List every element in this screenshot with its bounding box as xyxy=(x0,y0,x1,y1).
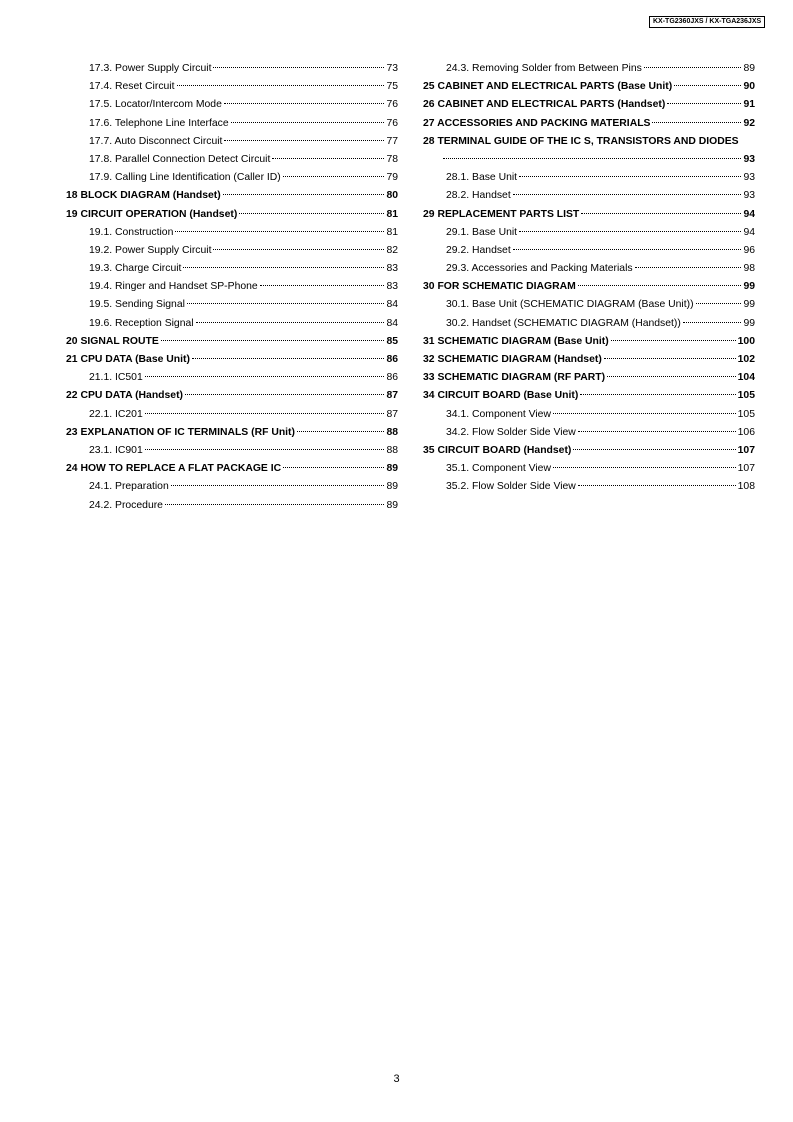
toc-entry-text: REPLACEMENT PARTS LIST xyxy=(437,208,580,220)
dot-leader xyxy=(177,85,385,86)
toc-entry[interactable] xyxy=(423,187,755,205)
toc-entry-title xyxy=(446,224,517,242)
toc-entry-page: 102 xyxy=(737,354,755,365)
dot-leader xyxy=(683,322,742,323)
dot-leader xyxy=(513,249,742,250)
toc-entry-page: 87 xyxy=(386,390,398,402)
toc-entry[interactable] xyxy=(66,260,398,278)
dot-leader xyxy=(553,467,736,468)
dot-leader xyxy=(667,103,741,104)
toc-entry-number: 17.7. xyxy=(89,135,113,147)
toc-entry-text: Reception Signal xyxy=(115,317,194,329)
toc-entry-text: CIRCUIT BOARD (Handset) xyxy=(437,444,572,456)
toc-entry[interactable] xyxy=(66,351,398,369)
toc-entry[interactable] xyxy=(423,442,755,460)
dot-leader xyxy=(513,194,742,195)
dot-leader xyxy=(519,176,741,177)
toc-entry-number: 17.8. xyxy=(89,153,113,165)
toc-entry-title xyxy=(89,224,173,242)
dot-leader xyxy=(573,449,735,450)
toc-entry-number: 24.3. xyxy=(446,63,470,74)
toc-entry-number: 31 xyxy=(423,335,435,347)
toc-entry-page: 91 xyxy=(743,99,755,111)
toc-entry-number: 17.4. xyxy=(89,81,113,93)
toc-entry-page: 104 xyxy=(737,372,755,384)
toc-entry[interactable] xyxy=(66,78,398,96)
toc-entry-page: 85 xyxy=(386,335,398,347)
toc-entry-title xyxy=(423,96,665,114)
toc-entry-page: 83 xyxy=(386,263,398,275)
toc-entry-text: Removing Solder from Between Pins xyxy=(472,63,642,74)
toc-entry-text: SCHEMATIC DIAGRAM (Base Unit) xyxy=(437,335,609,347)
toc-entry-title xyxy=(66,424,295,442)
toc-entry-page: 82 xyxy=(386,244,398,256)
toc-entry-text: SIGNAL ROUTE xyxy=(80,335,159,347)
dot-leader xyxy=(145,449,385,450)
dot-leader xyxy=(145,376,385,377)
toc-entry-text: HOW TO REPLACE A FLAT PACKAGE IC xyxy=(80,463,282,475)
toc-entry-title xyxy=(446,424,576,442)
toc-entry-page: 105 xyxy=(737,408,755,420)
dot-leader xyxy=(581,213,741,214)
toc-entry-page: 88 xyxy=(386,426,398,438)
toc-entry-number: 19 xyxy=(66,208,78,220)
toc-entry-text: CPU DATA (Base Unit) xyxy=(80,354,190,365)
toc-entry-page: 73 xyxy=(386,63,398,74)
toc-entry-text: Handset xyxy=(472,190,511,202)
toc-entry-title xyxy=(89,133,222,151)
toc-entry-page: 76 xyxy=(386,117,398,129)
toc-entry-title xyxy=(423,206,579,224)
toc-entry-page: 99 xyxy=(743,281,755,293)
toc-entry-number: 21 xyxy=(66,354,78,365)
dot-leader xyxy=(192,358,384,359)
toc-entry[interactable] xyxy=(423,60,755,78)
toc-entry-number: 24 xyxy=(66,463,78,475)
toc-entry-number: 28.2. xyxy=(446,190,470,202)
toc-entry-text: SCHEMATIC DIAGRAM (RF PART) xyxy=(437,372,606,384)
toc-entry-text: Base Unit xyxy=(472,226,518,238)
toc-entry-page: 86 xyxy=(386,372,398,384)
dot-leader xyxy=(611,340,736,341)
toc-entry[interactable] xyxy=(66,206,398,224)
toc-entry[interactable] xyxy=(66,169,398,187)
toc-entry-page: 80 xyxy=(386,190,398,202)
toc-entry-page: 89 xyxy=(743,63,755,74)
dot-leader xyxy=(652,122,741,123)
toc-entry-title xyxy=(66,351,190,369)
dot-leader xyxy=(161,340,385,341)
toc-entry-number: 21.1. xyxy=(89,372,113,384)
toc-entry-title xyxy=(423,351,602,369)
toc-entry-text: Locator/Intercom Mode xyxy=(115,99,222,111)
toc-entry[interactable] xyxy=(66,497,398,515)
toc-entry-number: 22 xyxy=(66,390,78,402)
toc-entry-number: 24.2. xyxy=(89,499,113,511)
toc-entry-text: Handset (SCHEMATIC DIAGRAM (Handset)) xyxy=(472,317,681,329)
toc-entry[interactable] xyxy=(66,478,398,496)
toc-entry[interactable] xyxy=(66,96,398,114)
toc-entry[interactable] xyxy=(423,224,755,242)
toc-entry-number: 30 xyxy=(423,281,435,293)
toc-entry-text: BLOCK DIAGRAM (Handset) xyxy=(80,190,221,202)
toc-entry-number: 34.1. xyxy=(446,408,470,420)
toc-entry-page: 100 xyxy=(737,335,755,347)
toc-entry-text: FOR SCHEMATIC DIAGRAM xyxy=(437,281,576,293)
toc-entry-title xyxy=(89,315,194,333)
toc-entry[interactable] xyxy=(423,369,755,387)
toc-entry-text: Power Supply Circuit xyxy=(115,244,212,256)
dot-leader xyxy=(213,249,384,250)
toc-entry-title xyxy=(423,442,571,460)
toc-entry-text: Base Unit (SCHEMATIC DIAGRAM (Base Unit)) xyxy=(472,299,694,311)
toc-entry-page: 99 xyxy=(743,299,755,311)
dot-leader xyxy=(183,267,384,268)
toc-entry-number: 17.6. xyxy=(89,117,113,129)
toc-left-column xyxy=(66,60,398,515)
toc-entry-number: 27 xyxy=(423,117,435,129)
toc-entry-page: 94 xyxy=(743,226,755,238)
toc-entry-title xyxy=(446,406,551,424)
toc-entry-text: Flow Solder Side View xyxy=(472,426,576,438)
dot-leader xyxy=(283,467,384,468)
toc-entry-number: 30.1. xyxy=(446,299,470,311)
dot-leader xyxy=(283,176,385,177)
toc-entry-page: 107 xyxy=(737,444,755,456)
toc-entry-page: 76 xyxy=(386,99,398,111)
toc-entry-text: IC501 xyxy=(115,372,143,384)
dot-leader xyxy=(171,485,385,486)
dot-leader xyxy=(272,158,384,159)
toc-entry-page: 77 xyxy=(386,135,398,147)
toc-entry-text: Charge Circuit xyxy=(115,263,182,275)
toc-entry[interactable] xyxy=(66,460,398,478)
toc-entry-title xyxy=(89,296,185,314)
toc-entry-text: Sending Signal xyxy=(115,299,185,311)
toc-entry-page: 81 xyxy=(386,208,398,220)
toc-entry-title xyxy=(66,460,281,478)
toc-entry-title xyxy=(446,478,576,496)
dot-leader xyxy=(578,431,736,432)
dot-leader xyxy=(196,322,385,323)
toc-entry-title xyxy=(423,78,672,96)
toc-entry[interactable] xyxy=(66,406,398,424)
toc-entry-number: 19.2. xyxy=(89,244,113,256)
toc-entry-number: 19.4. xyxy=(89,281,113,293)
toc-entry-text: Accessories and Packing Materials xyxy=(471,263,633,275)
toc-entry-text: Calling Line Identification (Caller ID) xyxy=(115,172,281,184)
toc-entry-page: 98 xyxy=(743,263,755,275)
toc-entry-number: 17.5. xyxy=(89,99,113,111)
page-number: 3 xyxy=(393,1073,400,1085)
toc-entry-text: CIRCUIT OPERATION (Handset) xyxy=(80,208,238,220)
toc-entry-title xyxy=(66,206,237,224)
toc-entry-page: 108 xyxy=(737,481,755,493)
toc-entry-page: 84 xyxy=(386,299,398,311)
toc-entry-title xyxy=(89,369,143,387)
toc-entry-title xyxy=(89,478,169,496)
toc-entry-title xyxy=(446,60,642,78)
toc-entry-text: ACCESSORIES AND PACKING MATERIALS xyxy=(437,117,651,129)
toc-entry-number: 19.6. xyxy=(89,317,113,329)
toc-entry-page: 86 xyxy=(386,354,398,365)
toc-entry[interactable] xyxy=(66,424,398,442)
toc-entry-page: 75 xyxy=(386,81,398,93)
toc-entry[interactable] xyxy=(66,387,398,405)
dot-leader xyxy=(175,231,384,232)
toc-entry-title xyxy=(89,60,211,78)
toc-entry-number: 29.2. xyxy=(446,244,470,256)
dot-leader xyxy=(187,303,385,304)
toc-entry-page: 89 xyxy=(386,481,398,493)
toc-entry[interactable] xyxy=(423,351,755,369)
toc-entry-page: 90 xyxy=(743,81,755,93)
toc-entry[interactable] xyxy=(423,333,755,351)
toc-entry[interactable] xyxy=(423,151,755,169)
toc-entry[interactable] xyxy=(66,133,398,151)
toc-entry[interactable] xyxy=(66,315,398,333)
toc-entry-number: 19.3. xyxy=(89,263,113,275)
dot-leader xyxy=(578,285,742,286)
toc-entry-number: 35.2. xyxy=(446,481,470,493)
toc-entry-title xyxy=(89,442,143,460)
toc-entry-title xyxy=(423,133,739,151)
toc-entry-page: 94 xyxy=(743,208,755,220)
toc-entry-title xyxy=(66,333,159,351)
dot-leader xyxy=(604,358,736,359)
toc-entry[interactable] xyxy=(423,296,755,314)
dot-leader xyxy=(519,231,741,232)
toc-entry-title xyxy=(423,369,605,387)
toc-entry-title xyxy=(446,460,551,478)
toc-entry-title xyxy=(446,315,681,333)
toc-entry-title xyxy=(89,96,222,114)
dot-leader xyxy=(580,394,735,395)
toc-entry-number: 28 xyxy=(423,135,435,147)
toc-entry-number: 23.1. xyxy=(89,444,113,456)
toc-entry-page: 105 xyxy=(737,390,755,402)
toc-entry-text: Parallel Connection Detect Circuit xyxy=(115,153,271,165)
toc-entry-page: 81 xyxy=(386,226,398,238)
toc-entry[interactable] xyxy=(66,151,398,169)
toc-entry-page: 79 xyxy=(386,172,398,184)
dot-leader xyxy=(224,140,384,141)
toc-entry-number: 28.1. xyxy=(446,172,470,184)
toc-entry-text: IC201 xyxy=(115,408,143,420)
toc-entry-text: IC901 xyxy=(115,444,143,456)
toc-entry-title xyxy=(89,115,229,133)
toc-entry-number: 35 xyxy=(423,444,435,456)
toc-entry-text: CPU DATA (Handset) xyxy=(80,390,184,402)
toc-entry[interactable] xyxy=(423,260,755,278)
toc-entry-number: 19.1. xyxy=(89,226,113,238)
toc-entry-title xyxy=(66,187,221,205)
dot-leader xyxy=(239,213,384,214)
dot-leader xyxy=(165,504,384,505)
toc-entry-number: 34.2. xyxy=(446,426,470,438)
toc-entry-text: Procedure xyxy=(115,499,163,511)
toc-entry-text: Power Supply Circuit xyxy=(115,63,212,74)
toc-entry[interactable] xyxy=(423,242,755,260)
toc-entry-title xyxy=(89,169,281,187)
toc-entry-number: 32 xyxy=(423,354,435,365)
toc-entry-number: 22.1. xyxy=(89,408,113,420)
toc-entry-page: 84 xyxy=(386,317,398,329)
toc-entry-title xyxy=(89,151,270,169)
toc-entry-number: 35.1. xyxy=(446,463,470,475)
toc-entry-number: 30.2. xyxy=(446,317,470,329)
dot-leader xyxy=(213,67,384,68)
dot-leader xyxy=(185,394,384,395)
toc-entry-title xyxy=(446,187,511,205)
dot-leader xyxy=(297,431,384,432)
toc-entry-number: 26 xyxy=(423,99,435,111)
toc-entry[interactable] xyxy=(66,60,398,78)
toc-entry-title xyxy=(446,242,511,260)
toc-entry[interactable] xyxy=(66,296,398,314)
dot-leader xyxy=(644,67,742,68)
toc-entry[interactable] xyxy=(66,242,398,260)
toc-entry-page: 88 xyxy=(386,444,398,456)
toc-entry-title xyxy=(423,333,609,351)
toc-entry-title xyxy=(423,115,650,133)
toc-entry-page: 106 xyxy=(737,426,755,438)
dot-leader xyxy=(231,122,385,123)
toc-entry-number: 33 xyxy=(423,372,435,384)
toc-right-column xyxy=(423,60,755,497)
toc-entry-page: 99 xyxy=(743,317,755,329)
dot-leader xyxy=(607,376,736,377)
toc-entry-title xyxy=(423,387,578,405)
toc-entry[interactable] xyxy=(423,96,755,114)
toc-entry-title xyxy=(89,242,211,260)
model-header: KX-TG2360JXS / KX-TGA236JXS xyxy=(649,16,765,28)
toc-entry-number: 25 xyxy=(423,81,435,93)
toc-entry-title xyxy=(89,278,258,296)
toc-entry[interactable] xyxy=(423,78,755,96)
dot-leader xyxy=(223,194,385,195)
toc-entry-number: 17.3. xyxy=(89,63,113,74)
toc-entry-title xyxy=(446,260,633,278)
dot-leader xyxy=(224,103,385,104)
toc-entry-page: 107 xyxy=(737,463,755,475)
dot-leader xyxy=(553,413,736,414)
toc-entry-text: CABINET AND ELECTRICAL PARTS (Base Unit) xyxy=(437,81,673,93)
dot-leader xyxy=(696,303,742,304)
toc-entry-number: 24.1. xyxy=(89,481,113,493)
toc-entry-page: 89 xyxy=(386,463,398,475)
dot-leader xyxy=(260,285,385,286)
toc-entry[interactable] xyxy=(423,460,755,478)
toc-entry[interactable] xyxy=(66,187,398,205)
toc-entry[interactable] xyxy=(423,278,755,296)
toc-entry-text: Component View xyxy=(472,463,551,475)
toc-entry[interactable] xyxy=(423,387,755,405)
toc-entry-title xyxy=(446,296,694,314)
toc-entry[interactable] xyxy=(423,478,755,496)
toc-entry[interactable] xyxy=(423,169,755,187)
toc-entry-page: 78 xyxy=(386,153,398,165)
toc-entry-page: 83 xyxy=(386,281,398,293)
toc-entry-title xyxy=(66,387,183,405)
dot-leader xyxy=(145,413,385,414)
toc-entry[interactable] xyxy=(423,206,755,224)
toc-entry-page: 89 xyxy=(386,499,398,511)
toc-entry-title xyxy=(89,406,143,424)
toc-entry-text: Reset Circuit xyxy=(115,81,175,93)
toc-entry[interactable] xyxy=(66,115,398,133)
toc-entry-page: 93 xyxy=(743,172,755,184)
toc-entry-text: CABINET AND ELECTRICAL PARTS (Handset) xyxy=(437,99,666,111)
dot-leader xyxy=(578,485,736,486)
toc-entry-page: 92 xyxy=(743,117,755,129)
toc-entry-text: EXPLANATION OF IC TERMINALS (RF Unit) xyxy=(80,426,295,438)
toc-entry[interactable] xyxy=(66,442,398,460)
toc-entry-page: 93 xyxy=(743,190,755,202)
toc-entry-page: 87 xyxy=(386,408,398,420)
toc-entry-page: 93 xyxy=(743,153,755,165)
toc-entry[interactable] xyxy=(423,406,755,424)
toc-entry[interactable] xyxy=(66,278,398,296)
toc-entry-title xyxy=(89,78,175,96)
toc-entry[interactable] xyxy=(423,115,755,133)
toc-entry-text: Component View xyxy=(472,408,551,420)
toc-entry-number: 17.9. xyxy=(89,172,113,184)
toc-entry[interactable] xyxy=(423,315,755,333)
toc-entry-text: TERMINAL GUIDE OF THE IC S, TRANSISTORS AND DIODES xyxy=(437,135,739,147)
toc-entry-text: Ringer and Handset SP-Phone xyxy=(115,281,258,293)
toc-entry-title xyxy=(89,497,163,515)
toc-entry-number: 29 xyxy=(423,208,435,220)
dot-leader xyxy=(635,267,742,268)
toc-entry[interactable] xyxy=(66,333,398,351)
dot-leader xyxy=(443,158,741,159)
toc-entry-text: SCHEMATIC DIAGRAM (Handset) xyxy=(437,354,602,365)
dot-leader xyxy=(674,85,741,86)
toc-entry-number: 19.5. xyxy=(89,299,113,311)
toc-entry-text: CIRCUIT BOARD (Base Unit) xyxy=(437,390,579,402)
toc-entry-number: 23 xyxy=(66,426,78,438)
toc-entry-page: 96 xyxy=(743,244,755,256)
toc-entry-title xyxy=(89,260,181,278)
toc-entry-text: Base Unit xyxy=(472,172,518,184)
toc-entry[interactable] xyxy=(423,424,755,442)
toc-entry[interactable] xyxy=(66,224,398,242)
toc-entry-text: Auto Disconnect Circuit xyxy=(114,135,223,147)
toc-entry-number: 20 xyxy=(66,335,78,347)
toc-entry-number: 29.3. xyxy=(446,263,470,275)
toc-entry-text: Flow Solder Side View xyxy=(472,481,576,493)
toc-entry-number: 29.1. xyxy=(446,226,470,238)
toc-entry[interactable] xyxy=(66,369,398,387)
toc-entry[interactable] xyxy=(423,133,755,151)
toc-entry-text: Construction xyxy=(115,226,174,238)
toc-entry-text: Preparation xyxy=(115,481,169,493)
toc-entry-text: Handset xyxy=(472,244,511,256)
toc-entry-title xyxy=(423,278,576,296)
toc-entry-text: Telephone Line Interface xyxy=(114,117,229,129)
toc-entry-number: 34 xyxy=(423,390,435,402)
toc-entry-title xyxy=(446,169,517,187)
toc-entry-number: 18 xyxy=(66,190,78,202)
